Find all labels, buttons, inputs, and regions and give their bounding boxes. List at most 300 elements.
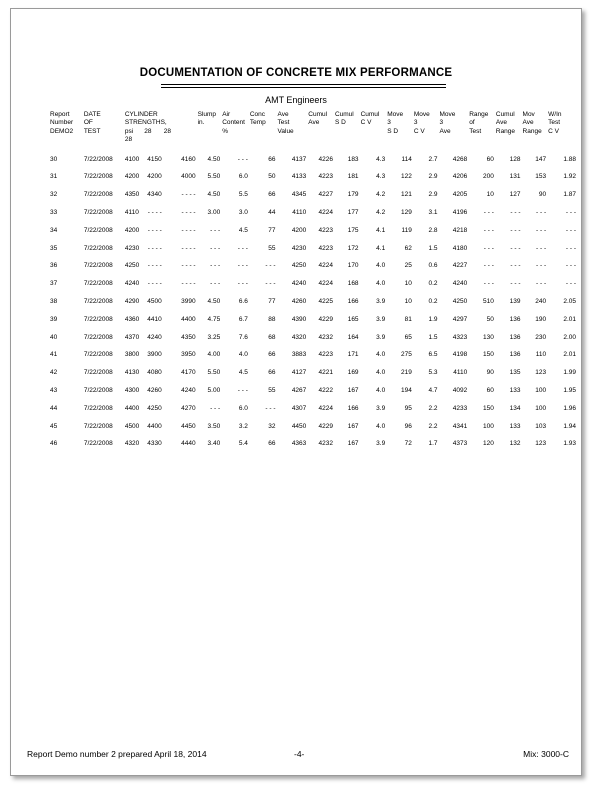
- table-cell: - - -: [237, 244, 248, 252]
- table-cell: 5.00: [207, 386, 221, 394]
- table-cell: 32: [50, 191, 58, 199]
- table-cell: - - -: [565, 226, 576, 234]
- table-cell: 4.0: [376, 351, 386, 359]
- table-cell: 103: [535, 422, 547, 430]
- table-cell: 4232: [318, 333, 333, 341]
- table-cell: 132: [509, 440, 521, 448]
- table-cell: 4400: [147, 422, 162, 430]
- table-cell: - - - -: [147, 244, 162, 252]
- table-cell: 4360: [124, 315, 140, 323]
- table-cell: 4.1: [376, 226, 386, 234]
- table-cell: 114: [401, 155, 412, 163]
- table-cell: 153: [535, 173, 547, 181]
- table-cell: 4341: [452, 422, 468, 430]
- table-cell: 4.2: [376, 208, 386, 216]
- table-cell: 1.93: [563, 440, 576, 448]
- table-cell: 72: [404, 440, 412, 448]
- column-header: [413, 111, 439, 144]
- table-cell: 130: [483, 333, 494, 341]
- table-cell: 4373: [452, 440, 468, 448]
- table-cell: 167: [347, 422, 359, 430]
- column-header-line: Ave: [522, 119, 534, 127]
- table-cell: 136: [509, 315, 521, 323]
- column-header-line: 28: [144, 127, 152, 135]
- table-cell: 136: [509, 351, 521, 359]
- column-header-line: C V: [360, 119, 372, 127]
- table-cell: 55: [268, 244, 276, 252]
- title-underline: [161, 87, 446, 88]
- table-cell: 30: [50, 155, 58, 163]
- table-cell: - - -: [565, 280, 576, 288]
- table-cell: 1.99: [563, 369, 576, 377]
- column-header-line: CYLINDER: [124, 111, 158, 118]
- table-cell: 10: [404, 280, 412, 288]
- table-cell: - - - -: [181, 280, 196, 288]
- table-cell: 275: [401, 351, 412, 359]
- table-cell: 4100: [124, 155, 140, 163]
- table-cell: 43: [50, 386, 58, 394]
- table-cell: 4150: [147, 155, 162, 163]
- table-cell: 4000: [181, 173, 196, 181]
- table-cell: 122: [401, 173, 412, 181]
- table-cell: - - - -: [147, 280, 162, 288]
- table-cell: 3990: [181, 297, 196, 305]
- table-cell: 66: [268, 369, 276, 377]
- table-cell: 4223: [318, 244, 333, 252]
- table-cell: 41: [50, 351, 58, 359]
- table-cell: 110: [535, 351, 547, 359]
- table-cell: 4345: [291, 191, 307, 199]
- table-row: [49, 144, 577, 168]
- table-cell: 4330: [147, 440, 162, 448]
- table-row: [49, 168, 577, 186]
- table-cell: 4227: [452, 262, 468, 270]
- table-cell: 68: [268, 333, 276, 341]
- column-header-line: Slump: [197, 111, 217, 118]
- table-cell: 7/22/2008: [83, 173, 113, 181]
- table-cell: 4240: [147, 333, 162, 341]
- column-header-line: Value: [277, 127, 294, 135]
- column-header: [439, 111, 469, 144]
- footer-mix-id: Mix: 3000-C: [523, 749, 569, 759]
- table-cell: 44: [50, 404, 58, 412]
- table-cell: - - - -: [181, 191, 196, 199]
- table-cell: 129: [401, 208, 412, 216]
- table-cell: 3800: [124, 351, 140, 359]
- table-cell: 175: [347, 226, 359, 234]
- table-cell: - - - -: [181, 244, 196, 252]
- table-cell: 166: [347, 404, 359, 412]
- table-cell: - - - -: [181, 226, 196, 234]
- table-cell: - - -: [237, 386, 248, 394]
- table-cell: 123: [535, 369, 547, 377]
- table-cell: 4.50: [207, 191, 221, 199]
- column-header-line: Cumul: [334, 111, 354, 118]
- table-cell: 2.2: [428, 422, 438, 430]
- table-cell: 4080: [147, 369, 162, 377]
- table-cell: 5.50: [207, 369, 221, 377]
- column-header-line: 28: [124, 135, 133, 143]
- table-cell: 4218: [452, 226, 468, 234]
- table-cell: 4.5: [238, 226, 248, 234]
- column-header-line: %: [222, 127, 228, 135]
- table-cell: - - -: [265, 280, 276, 288]
- table-cell: 7/22/2008: [83, 422, 113, 430]
- table-cell: 88: [268, 315, 276, 323]
- table-cell: 4340: [147, 191, 162, 199]
- table-cell: 4224: [318, 262, 333, 270]
- table-cell: 1.96: [563, 404, 576, 412]
- column-header-line: OF: [83, 119, 93, 127]
- column-header: [49, 111, 83, 144]
- table-cell: 139: [509, 297, 521, 305]
- table-cell: 4.0: [376, 422, 386, 430]
- table-cell: 4200: [124, 173, 140, 181]
- table-cell: 81: [404, 315, 412, 323]
- table-cell: 6.7: [238, 315, 248, 323]
- table-cell: 4.0: [376, 386, 386, 394]
- table-cell: 4110: [292, 208, 307, 216]
- table-cell: 42: [50, 369, 58, 377]
- column-header-line: [308, 128, 334, 136]
- table-cell: 4450: [291, 422, 307, 430]
- table-cell: - - -: [510, 262, 521, 270]
- table-cell: 6.0: [238, 404, 248, 412]
- column-header-line: [361, 128, 387, 136]
- table-row: [49, 257, 577, 275]
- column-header: [163, 111, 197, 144]
- column-header-line: Ave: [277, 111, 289, 118]
- table-cell: 50: [268, 173, 276, 181]
- table-cell: 3900: [147, 351, 162, 359]
- table-cell: 4.50: [207, 155, 221, 163]
- column-header-line: Test: [469, 127, 482, 135]
- table-cell: 4224: [318, 208, 333, 216]
- table-cell: 4110: [453, 369, 468, 377]
- column-header-line: Move: [439, 111, 456, 118]
- table-cell: 4221: [318, 369, 333, 377]
- table-cell: 4205: [452, 191, 468, 199]
- table-cell: 7/22/2008: [83, 155, 113, 163]
- table-cell: - - -: [265, 404, 276, 412]
- table-cell: 62: [404, 244, 412, 252]
- column-header-line: S D: [334, 119, 346, 127]
- column-header-line: [250, 128, 277, 136]
- table-cell: 4240: [452, 280, 468, 288]
- table-cell: 4267: [291, 386, 307, 394]
- table-cell: 66: [268, 155, 276, 163]
- column-header-line: [335, 128, 360, 136]
- table-cell: 4270: [181, 404, 196, 412]
- table-cell: 171: [347, 351, 359, 359]
- column-header-line: Temp: [249, 119, 266, 127]
- column-header-line: Test: [548, 119, 561, 127]
- table-cell: 96: [404, 422, 412, 430]
- table-cell: 4200: [147, 173, 162, 181]
- table-cell: 6.6: [238, 297, 248, 305]
- mix-performance-table: [49, 111, 577, 453]
- column-header: [124, 111, 167, 144]
- table-cell: 135: [509, 369, 521, 377]
- column-header-line: Content: [222, 119, 245, 127]
- table-cell: 4223: [318, 351, 333, 359]
- column-header-line: Cumul: [360, 111, 380, 118]
- table-cell: 190: [535, 315, 547, 323]
- column-header-line: of: [469, 119, 475, 127]
- table-cell: 4223: [318, 226, 333, 234]
- table-cell: 4250: [147, 404, 162, 412]
- table-cell: 4200: [124, 226, 140, 234]
- table-cell: 7/22/2008: [83, 226, 113, 234]
- table-cell: 230: [535, 333, 547, 341]
- table-cell: 7/22/2008: [83, 369, 113, 377]
- table-cell: 4.0: [376, 262, 386, 270]
- column-header-line: DATE: [83, 111, 101, 118]
- column-header: [547, 111, 577, 144]
- table-cell: 7/22/2008: [83, 386, 113, 394]
- table-cell: 4320: [124, 440, 140, 448]
- table-cell: 66: [268, 351, 276, 359]
- table-cell: 510: [483, 297, 494, 305]
- table-cell: 4.0: [376, 369, 386, 377]
- table-cell: 7/22/2008: [83, 351, 113, 359]
- table-cell: 1.9: [428, 315, 438, 323]
- table-cell: 1.5: [428, 244, 438, 252]
- table-cell: 2.01: [563, 351, 576, 359]
- table-cell: 4400: [124, 404, 140, 412]
- column-header-line: Range: [469, 111, 489, 118]
- table-cell: 32: [268, 422, 276, 430]
- table-cell: 4363: [291, 440, 307, 448]
- table-cell: 4224: [318, 280, 333, 288]
- table-cell: 3.9: [376, 333, 386, 341]
- table-row: [49, 399, 577, 417]
- table-cell: 35: [50, 244, 58, 252]
- table-cell: - - -: [483, 280, 494, 288]
- column-header-line: Test: [277, 119, 290, 127]
- table-cell: 4.3: [376, 173, 386, 181]
- table-cell: 4307: [291, 404, 307, 412]
- table-cell: 10: [486, 191, 494, 199]
- table-cell: 65: [404, 333, 412, 341]
- table-cell: 179: [347, 191, 359, 199]
- table-cell: 134: [509, 404, 521, 412]
- column-header: [386, 111, 413, 144]
- table-cell: 2.05: [563, 297, 576, 305]
- table-cell: - - - -: [147, 226, 162, 234]
- table-cell: 2.01: [563, 315, 576, 323]
- table-cell: 60: [486, 386, 494, 394]
- table-row: [49, 221, 577, 239]
- table-cell: 4196: [452, 208, 468, 216]
- table-cell: 0.2: [428, 280, 438, 288]
- table-cell: 1.5: [428, 333, 438, 341]
- table-cell: - - -: [210, 244, 221, 252]
- column-header-line: Mov: [522, 111, 535, 118]
- table-cell: 6.5: [428, 351, 438, 359]
- table-cell: 44: [268, 208, 276, 216]
- table-cell: - - -: [510, 280, 521, 288]
- table-cell: 4350: [124, 191, 140, 199]
- table-cell: 7/22/2008: [83, 262, 113, 270]
- table-cell: 4400: [181, 315, 196, 323]
- column-header: [221, 111, 249, 144]
- table-cell: 3883: [291, 351, 307, 359]
- table-cell: 4225: [318, 297, 333, 305]
- table-cell: - - - -: [147, 208, 162, 216]
- table-cell: 4.7: [428, 386, 438, 394]
- table-cell: - - -: [483, 262, 494, 270]
- table-cell: 3.25: [207, 333, 221, 341]
- table-cell: 4232: [318, 440, 333, 448]
- table-cell: 4.00: [207, 351, 221, 359]
- table-cell: 127: [509, 191, 521, 199]
- table-cell: 2.2: [428, 404, 438, 412]
- table-cell: 4350: [181, 333, 196, 341]
- table-cell: - - -: [237, 155, 248, 163]
- table-cell: 5.3: [428, 369, 438, 377]
- table-cell: 1.87: [563, 191, 576, 199]
- table-cell: 150: [483, 351, 494, 359]
- table-header: [49, 111, 577, 144]
- table-cell: 4.1: [376, 244, 386, 252]
- table-cell: 4500: [124, 422, 140, 430]
- table-cell: 4092: [452, 386, 468, 394]
- column-header-line: in.: [197, 119, 205, 127]
- column-header-line: Move: [413, 111, 430, 118]
- column-header-line: Ave: [495, 119, 507, 127]
- table-cell: 66: [268, 191, 276, 199]
- table-cell: 7/22/2008: [83, 191, 113, 199]
- table-cell: 38: [50, 297, 58, 305]
- table-cell: 4300: [124, 386, 140, 394]
- table-cell: 131: [509, 173, 521, 181]
- table-cell: 4.0: [376, 280, 386, 288]
- column-header-line: Range: [495, 127, 516, 135]
- table-cell: 165: [347, 315, 359, 323]
- table-cell: 1.88: [563, 155, 576, 163]
- table-cell: 6.0: [238, 173, 248, 181]
- table-cell: 194: [401, 386, 412, 394]
- table-cell: 4250: [291, 262, 307, 270]
- table-cell: 0.2: [428, 297, 438, 305]
- table-cell: - - -: [210, 226, 221, 234]
- table-cell: 45: [50, 422, 58, 430]
- table-cell: 1.94: [563, 422, 576, 430]
- column-header-line: 3: [413, 119, 418, 127]
- table-cell: - - -: [265, 262, 276, 270]
- table-cell: 50: [486, 315, 494, 323]
- column-header-line: DEMO2: [50, 127, 74, 135]
- table-cell: 34: [50, 226, 58, 234]
- table-cell: 4160: [181, 155, 196, 163]
- table-cell: 7/22/2008: [83, 404, 113, 412]
- table-cell: 4180: [452, 244, 468, 252]
- table-cell: 39: [50, 315, 58, 323]
- table-cell: 7/22/2008: [83, 333, 113, 341]
- table-cell: 25: [404, 262, 412, 270]
- table-row: [49, 275, 577, 293]
- table-cell: 3.1: [428, 208, 438, 216]
- table-row: [49, 346, 577, 364]
- table-cell: 4130: [124, 369, 140, 377]
- table-row: [49, 293, 577, 311]
- table-cell: 100: [535, 404, 547, 412]
- table-cell: 3.40: [207, 440, 221, 448]
- table-cell: 60: [486, 155, 494, 163]
- column-header: [277, 111, 308, 144]
- table-cell: 7/22/2008: [83, 244, 113, 252]
- column-header: [334, 111, 360, 144]
- table-cell: 4250: [124, 262, 140, 270]
- table-cell: 4290: [124, 297, 140, 305]
- table-cell: 7/22/2008: [83, 208, 113, 216]
- table-cell: 4500: [147, 297, 162, 305]
- table-cell: 147: [535, 155, 547, 163]
- table-cell: 4.3: [376, 155, 386, 163]
- table-cell: 167: [347, 386, 359, 394]
- table-cell: 31: [50, 173, 58, 181]
- table-cell: 121: [401, 191, 412, 199]
- company-name: AMT Engineers: [265, 95, 327, 105]
- table-cell: 4440: [181, 440, 196, 448]
- table-cell: 4.75: [207, 315, 221, 323]
- table-cell: 4233: [452, 404, 468, 412]
- column-header-line: Cumul: [495, 111, 515, 118]
- table-cell: 4110: [124, 208, 139, 216]
- table-row: [49, 417, 577, 435]
- table-cell: 4410: [147, 315, 162, 323]
- table-cell: 77: [268, 297, 276, 305]
- table-cell: 4133: [291, 173, 307, 181]
- table-cell: 100: [483, 422, 494, 430]
- table-cell: 3.9: [376, 440, 386, 448]
- table-cell: 4.2: [376, 191, 386, 199]
- table-cell: 4370: [124, 333, 140, 341]
- table-cell: 33: [50, 208, 58, 216]
- table-cell: 4250: [452, 297, 468, 305]
- table-cell: 120: [483, 440, 494, 448]
- column-header-line: TEST: [83, 127, 101, 135]
- table-cell: - - -: [210, 280, 221, 288]
- column-header-line: Air: [222, 111, 231, 118]
- report-title: DOCUMENTATION OF CONCRETE MIX PERFORMANCE: [139, 67, 453, 79]
- table-row: [49, 239, 577, 257]
- table-cell: 5.4: [238, 440, 248, 448]
- table-cell: 3.0: [238, 208, 248, 216]
- table-cell: 4224: [318, 404, 333, 412]
- column-header: [83, 111, 124, 144]
- footer-page-number: -4-: [294, 749, 305, 759]
- table-cell: - - -: [536, 262, 547, 270]
- table-cell: 2.00: [563, 333, 576, 341]
- column-header-line: C V: [548, 127, 559, 135]
- table-cell: 3.9: [376, 297, 386, 305]
- column-header-line: Number: [50, 119, 74, 127]
- table-cell: 4268: [452, 155, 468, 163]
- table-cell: 7/22/2008: [83, 440, 113, 448]
- table-cell: 4390: [291, 315, 307, 323]
- table-cell: 4198: [452, 351, 468, 359]
- table-cell: - - -: [510, 208, 521, 216]
- table-cell: 3.00: [207, 208, 221, 216]
- table-cell: 4450: [181, 422, 196, 430]
- table-cell: 170: [347, 262, 359, 270]
- column-header: [307, 111, 334, 144]
- column-header: [197, 111, 222, 144]
- table-cell: 4297: [452, 315, 468, 323]
- table-cell: 4223: [318, 173, 333, 181]
